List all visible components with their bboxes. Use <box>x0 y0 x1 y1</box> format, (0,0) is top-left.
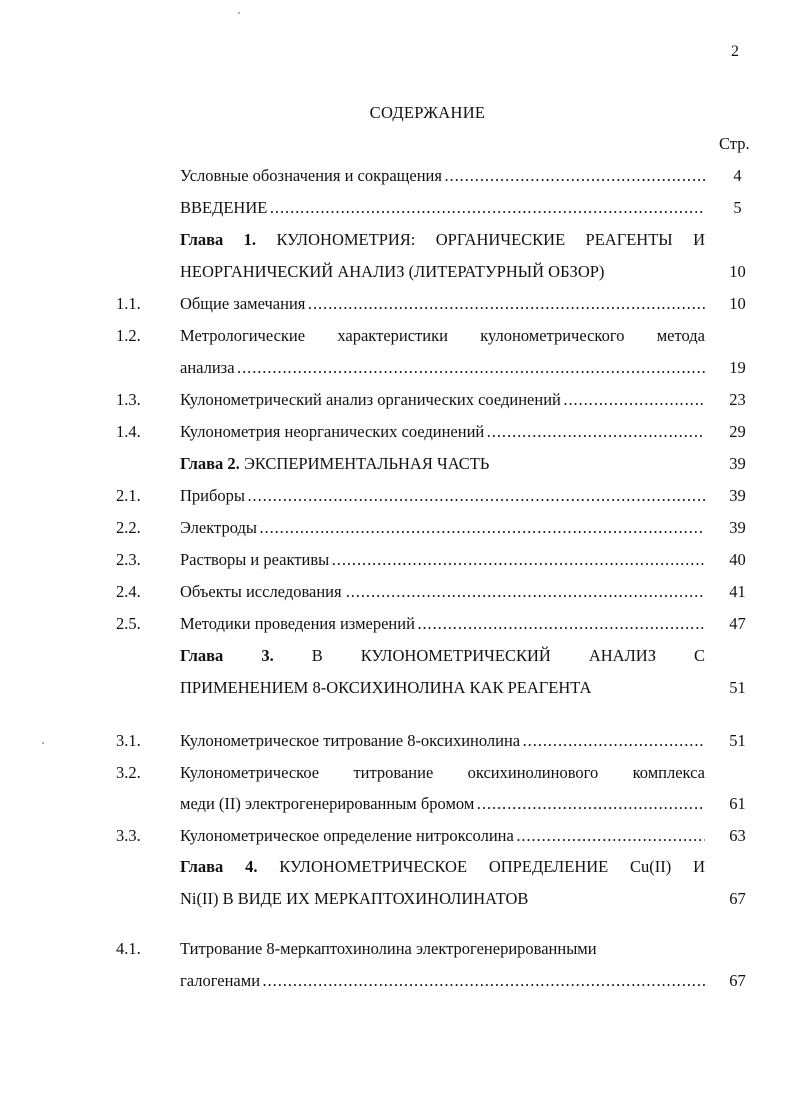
entry-page: 39 <box>729 486 746 505</box>
entry-page: 10 <box>729 262 746 281</box>
entry-number: 2.3. <box>116 550 141 569</box>
chapter-line-2: Ni(II) В ВИДЕ ИХ МЕРКАПТОХИНОЛИНАТОВ <box>180 889 529 908</box>
entry-page: 39 <box>729 454 746 473</box>
entry-page: 40 <box>729 550 746 569</box>
page-column-header: Стр. <box>719 134 750 153</box>
entry-page: 51 <box>729 678 746 697</box>
entry-page: 41 <box>729 582 746 601</box>
entry-text: Методики проведения измерений . . . <box>180 614 705 634</box>
entry-page: 61 <box>729 794 746 813</box>
entry-text-line-2: меди (II) электрогенерированным бромом . . . <box>180 794 705 814</box>
entry-page: 67 <box>729 889 746 908</box>
page-number: 2 <box>731 43 739 60</box>
chapter-label: Глава 2. <box>180 454 240 473</box>
entry-text: Растворы и реактивы . . . <box>180 550 705 570</box>
entry-number: 3.2. <box>116 763 141 782</box>
scan-speck <box>238 12 240 14</box>
entry-text-line-2: анализа . . . <box>180 358 705 378</box>
chapter-label: Глава 1. <box>180 230 257 249</box>
chapter-line-2: НЕОРГАНИЧЕСКИЙ АНАЛИЗ (ЛИТЕРАТУРНЫЙ ОБЗОР) <box>180 262 605 281</box>
entry-text: Электроды . . . <box>180 518 705 538</box>
entry-number: 3.1. <box>116 731 141 750</box>
entry-text-line-1: Метрологические характеристики кулонометрического метода <box>180 326 705 345</box>
chapter-line-1: Глава 3. В КУЛОНОМЕТРИЧЕСКИЙ АНАЛИЗ С <box>180 646 705 665</box>
entry-page: 51 <box>729 731 746 750</box>
entry-text: Общие замечания . . . <box>180 294 705 314</box>
entry-number: 4.1. <box>116 939 141 958</box>
entry-page: 67 <box>729 971 746 990</box>
entry-page: 23 <box>729 390 746 409</box>
entry-number: 2.2. <box>116 518 141 537</box>
chapter-label: Глава 4. <box>180 857 258 876</box>
entry-number: 2.1. <box>116 486 141 505</box>
entry-page: 63 <box>729 826 746 845</box>
entry-page: 10 <box>729 294 746 313</box>
entry-text-line-2: галогенами . . . <box>180 971 705 991</box>
entry-text: ВВЕДЕНИЕ . . . <box>180 198 705 218</box>
entry-text: Кулонометрическое титрование 8-оксихинолина . . . <box>180 731 705 751</box>
entry-text: Кулонометрический анализ органических соединений . . . <box>180 390 705 410</box>
entry-number: 1.2. <box>116 326 141 345</box>
entry-text: Условные обозначения и сокращения . . . <box>180 166 705 186</box>
entry-number: 1.4. <box>116 422 141 441</box>
entry-number: 1.3. <box>116 390 141 409</box>
entry-page: 39 <box>729 518 746 537</box>
chapter-line-1: Глава 4. КУЛОНОМЕТРИЧЕСКОЕ ОПРЕДЕЛЕНИЕ Cu(II) И <box>180 857 705 876</box>
entry-number: 1.1. <box>116 294 141 313</box>
entry-text-line-1: Кулонометрическое титрование оксихинолинового комплекса <box>180 763 705 782</box>
entry-text: Объекты исследования . . . <box>180 582 705 602</box>
chapter-label: Глава 3. <box>180 646 274 665</box>
entry-page: 5 <box>733 198 742 217</box>
entry-number: 2.5. <box>116 614 141 633</box>
entry-page: 19 <box>729 358 746 377</box>
entry-text: Кулонометрическое определение нитроксолина . . . <box>180 826 705 846</box>
chapter-line-1: Глава 1. КУЛОНОМЕТРИЯ: ОРГАНИЧЕСКИЕ РЕАГЕНТЫ И <box>180 230 705 249</box>
entry-text: Кулонометрия неорганических соединений . . . <box>180 422 705 442</box>
entry-page: 4 <box>733 166 742 185</box>
entry-number: 2.4. <box>116 582 141 601</box>
chapter-line-2: ПРИМЕНЕНИЕМ 8-ОКСИХИНОЛИНА КАК РЕАГЕНТА <box>180 678 592 697</box>
chapter-line: Глава 2. ЭКСПЕРИМЕНТАЛЬНАЯ ЧАСТЬ <box>180 454 490 473</box>
entry-page: 47 <box>729 614 746 633</box>
entry-page: 29 <box>729 422 746 441</box>
entry-text-line-1: Титрование 8-меркаптохинолина электрогенерированными <box>180 939 597 958</box>
toc-title: СОДЕРЖАНИЕ <box>369 103 486 122</box>
entry-number: 3.3. <box>116 826 141 845</box>
entry-text: Приборы . . . <box>180 486 705 506</box>
scan-speck <box>42 742 44 744</box>
